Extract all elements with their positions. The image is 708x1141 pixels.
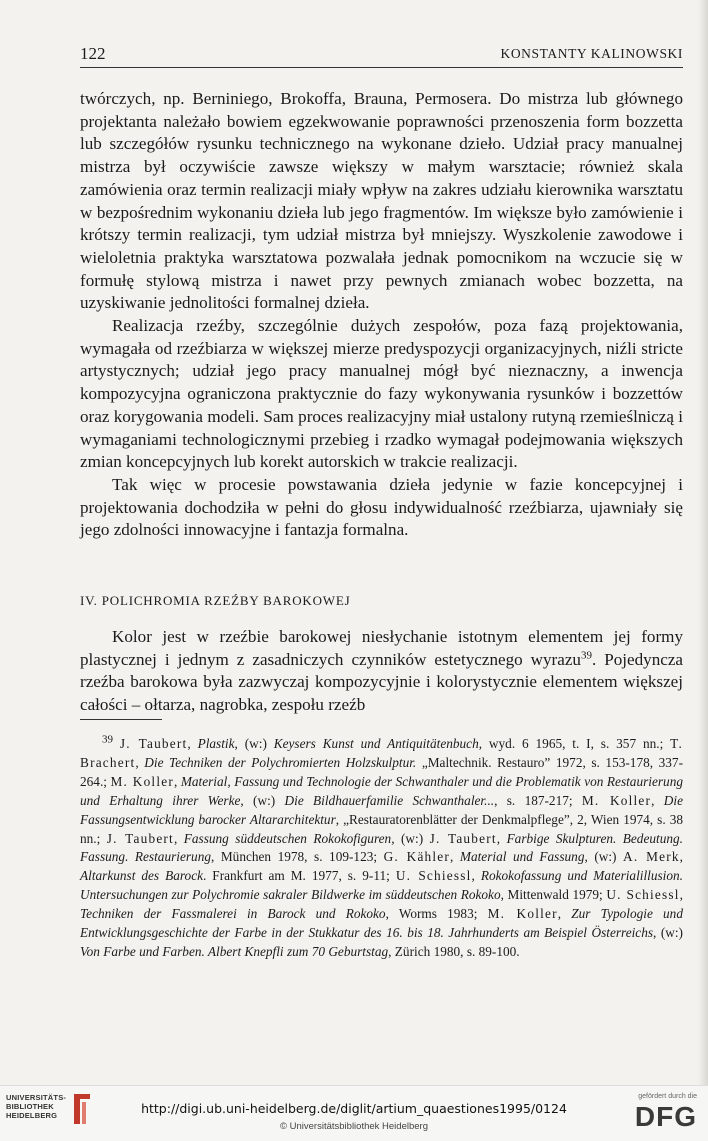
- footnote-run: ,: [187, 736, 198, 751]
- copyright-notice: © Universitätsbibliothek Heidelberg: [280, 1121, 428, 1132]
- dfg-logo: DFG: [634, 1101, 697, 1132]
- footnote-title: Die Bildhauerfamilie Schwanthaler...: [284, 792, 495, 808]
- footnote-author: J. Taubert: [119, 736, 188, 751]
- footnote-author: M. Koller: [581, 792, 652, 808]
- footnote-run: , München 1978, s. 109-123;: [211, 849, 384, 865]
- footnote-run: . Frankfurt am M. 1977, s. 9-11;: [203, 868, 396, 884]
- footnote-title: Material, Fassung und Technologie der Schwanthaler und die Problematik von Restaurierung und Erhaltung ihrer Werke: [80, 773, 683, 808]
- footnote-run: ,: [471, 868, 481, 884]
- footnote-title: Material und Fassung: [459, 849, 585, 865]
- footnote-author: A. Merk: [623, 849, 680, 865]
- library-line-1: UNIVERSITÄTS-: [6, 1093, 67, 1102]
- footnote-run: , Mittenwald 1979;: [500, 887, 607, 903]
- footnote-title: Altarkunst des Barock: [80, 868, 203, 884]
- footnote-author: M. Koller: [110, 773, 174, 789]
- footnote-author: U. Schiessl: [606, 887, 680, 903]
- main-text: [80, 88, 683, 542]
- running-head-author: KONSTANTY KALINOWSKI: [500, 46, 683, 61]
- footnote-run: ,: [557, 906, 572, 922]
- paragraph-3: Tak więc w procesie powstawania dzieła jedynie w fazie koncepcyjnej i projektowania dochodziła w pełni do głosu indywidualność rzeźbiarza, ujawniały się jego zdolności innowacyjne i fantazja formalna.: [80, 474, 683, 540]
- footnote-author: M. Koller: [487, 906, 558, 922]
- footnote-title: Die Techniken der Polychromierten Holzskulptur.: [144, 754, 417, 770]
- footnote-author: J. Taubert: [429, 830, 497, 846]
- paragraph-4-end: . Pojedyncza rzeźba barokowa była zazwyczaj kompozycyjnie i kolorystycznie elementem większej całości – ołtarza, nagrobka, zespołu rzeźb: [80, 649, 684, 715]
- footnote-run: ,: [679, 887, 683, 903]
- footnote-number: 39: [102, 733, 113, 746]
- page-edge-shadow: [698, 0, 708, 1085]
- paragraph-2: Realizacja rzeźby, szczególnie dużych zespołów, poza fazą projektowania, wymagała od rzeźbiarza w większej mierze predyspozycji organizacyjnych, niźli stricte artystycznych; udział jego pracy manualnej mógł być nieznaczny, a inwencja kompozycyjna ograniczona praktycznie do fazy wykonywania rysunków i bozzettów oraz korygowania modeli. Sam proces realizacyjny miał ustalony rutyną rzemieślniczą i wymaganiami technologicznymi przebieg i rzadko wymagał podejmowania większych zmian koncepcyjnych lub korekt autorskich w trakcie realizacji.: [80, 316, 683, 472]
- footnote-run: ,: [651, 792, 664, 808]
- footnote-run: , s. 187-217;: [494, 792, 582, 808]
- footnote-run: ,: [496, 830, 507, 846]
- footnote-run: , wyd. 6 1965, t. I, s. 357 nn.;: [478, 736, 671, 751]
- footnote-run: , „Restauratorenblätter der Denkmalpflege”, 2, Wien 1974, s. 38 nn.;: [80, 811, 683, 846]
- page-number: 122: [80, 44, 106, 63]
- footnote-run: , (w:): [240, 792, 285, 808]
- footnote-run: ,: [135, 754, 145, 770]
- funding-note: gefördert durch die: [638, 1093, 697, 1100]
- library-line-2: BIBLIOTHEK: [6, 1102, 54, 1111]
- permalink-url[interactable]: http://digi.ub.uni-heidelberg.de/diglit/artium_quaestiones1995/0124: [141, 1101, 567, 1116]
- section-heading: IV. POLICHROMIA RZEŹBY BAROKOWEJ: [80, 593, 351, 608]
- running-header: [80, 44, 683, 66]
- footnote-rule: [80, 719, 162, 720]
- paragraph-1: twórczych, np. Berniniego, Brokoffa, Brauna, Permosera. Do mistrza lub głównego projektanta należało bowiem egzekwowanie poprawności przenoszenia form bozzetta lub szczegółów rysunku technicznego na wykonane dzieło. Udział pracy manualnej mistrza był oczywiście zawsze większy w małym warsztacie; również skala zamówienia oraz termin realizacji miały wpływ na zakres udziału kierownika warsztatu w bezpośrednim wykonaniu dzieła lub jego fragmentów. Im większe było zamówienie i krótszy termin realizacji, tym udział mistrza był mniejszy. Wyszkolenie zawodowe i wieloletnia praktyka warsztatowa pozwalała jednak pomocnikom na wczucie się w formułę stylową mistrza i nawet przy pewnych zmianach wobec bozzetta, na uzyskiwanie jednolitości formalnej dzieła.: [80, 89, 683, 313]
- footnote-title: Rokokofassung und Materialillusion. Untersuchungen zur Polychromie sakraler Bildwerke im süddeutschen Rokoko: [80, 868, 683, 903]
- footnote-title: Fassung süddeutschen Rokokofiguren: [183, 830, 392, 846]
- paragraph-4-start: Kolor jest w rzeźbie barokowej niesłychanie istotnym elementem jej formy plastycznej i jednym z zasadniczych czynników estetycznego wyrazu: [80, 627, 683, 669]
- footnote-run: , (w:): [584, 849, 624, 865]
- footnote-title: Techniken der Fassmalerei in Barock und Rokoko: [80, 906, 386, 922]
- footnote-title: Keysers Kunst und Antiquitätenbuch: [273, 736, 479, 751]
- footnote-run: „Maltechnik. Restauro” 1972, s. 153-178, 337-264.;: [80, 754, 683, 789]
- footnote-39: [80, 735, 683, 962]
- footnote-ref-39[interactable]: 39: [580, 649, 592, 662]
- footnote-run: ,: [173, 773, 181, 789]
- footnote-author: G. Kähler: [383, 849, 451, 865]
- footnote-run: , Zürich 1980, s. 89-100.: [388, 943, 520, 959]
- footnote-author: T. Brachert: [80, 736, 683, 770]
- footnote-author: J. Taubert: [106, 830, 174, 846]
- footnote-run: , Worms 1983;: [385, 906, 488, 922]
- footnote-run: , (w:): [391, 830, 430, 846]
- section-text: [80, 626, 683, 717]
- footnote-title: Von Farbe und Farben. Albert Knepfli zum 70 Geburtstag: [80, 943, 389, 959]
- header-rule: [80, 67, 683, 68]
- footnote-title: Die Fassungsentwicklung barocker Altararchitektur: [80, 792, 683, 827]
- footnote-run: ,: [679, 849, 683, 865]
- paragraph-4: [80, 626, 683, 717]
- footnote-run: [113, 736, 120, 751]
- library-line-3: HEIDELBERG: [6, 1111, 58, 1120]
- footnote-run: ,: [173, 830, 184, 846]
- footnote-text: [80, 735, 683, 962]
- footnote-run: , (w:): [653, 925, 683, 941]
- footnote-author: U. Schiessl: [395, 868, 472, 884]
- footnote-run: ,: [450, 849, 460, 865]
- footnote-title: Zur Typologie und Entwicklungsgeschichte der Farbe in der Stukkatur des 16. bis 18. Jahrhunderts am Beispiel Österreichs: [80, 906, 683, 941]
- footnote-title: Farbige Skulpturen. Bedeutung. Fassung. Restaurierung: [80, 830, 683, 865]
- footnote-title: Plastik: [197, 736, 235, 751]
- footnote-run: , (w:): [234, 736, 274, 751]
